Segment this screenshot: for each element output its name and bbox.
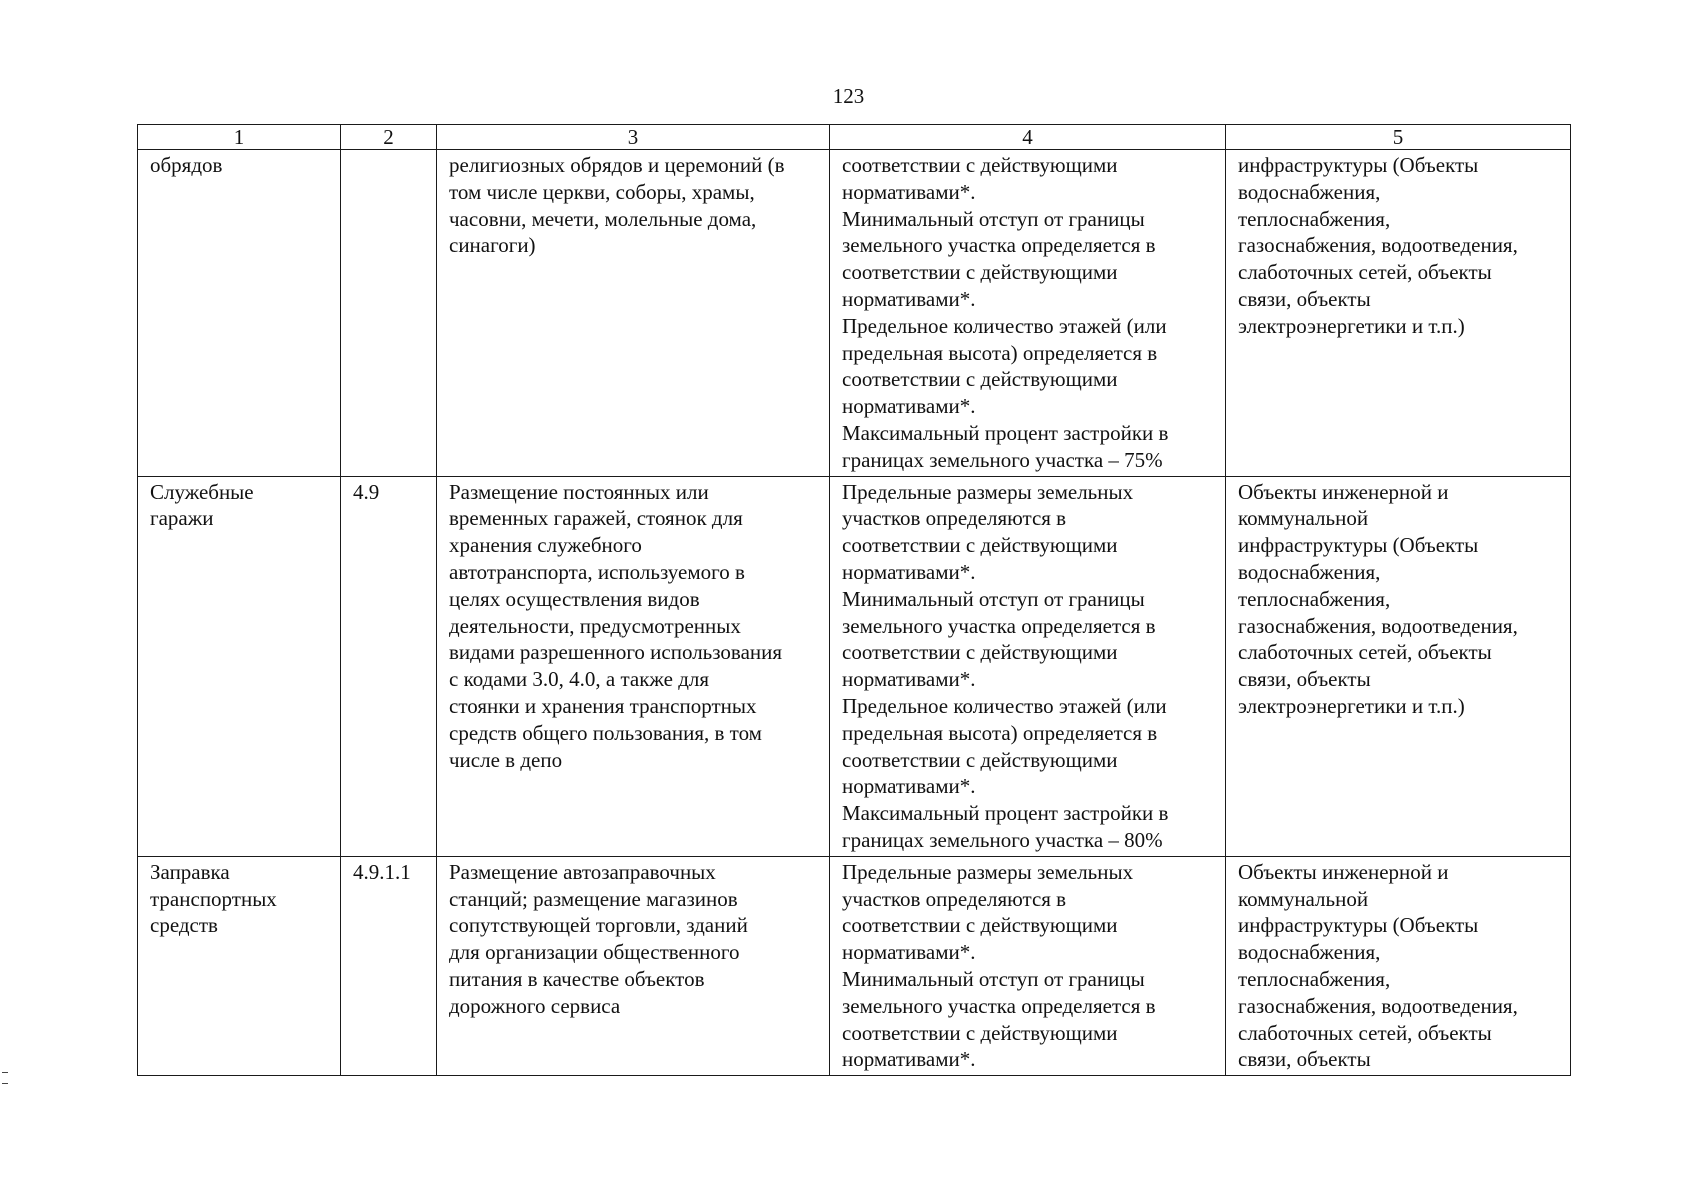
header-cell-1: 1 (138, 125, 341, 150)
table-row (138, 150, 1571, 477)
auxiliary-uses-cell (1226, 150, 1571, 477)
parameters-line: соответствии с действующими (842, 913, 1118, 938)
auxiliary-line: электроэнергетики и т.п.) (1238, 693, 1465, 718)
auxiliary-line: связи, объекты (1238, 1047, 1371, 1072)
auxiliary-line: водоснабжения, (1238, 940, 1381, 965)
parameters-line: соответствии с действующими (842, 640, 1118, 665)
parameters-line: соответствии с действующими (842, 153, 1118, 177)
use-name-cell (138, 856, 341, 1075)
auxiliary-line: газоснабжения, водоотведения, (1238, 993, 1518, 1018)
auxiliary-line: газоснабжения, водоотведения, (1238, 613, 1518, 638)
parameters-line: нормативами*. (842, 1047, 976, 1072)
description-line: временных гаражей, стоянок для (449, 506, 743, 531)
parameters-line: границах земельного участка – 80% (842, 827, 1163, 852)
description-line: том числе церкви, соборы, храмы, (449, 179, 755, 204)
description-line: религиозных обрядов и церемоний (в (449, 153, 785, 177)
use-name-line: гаражи (150, 506, 214, 531)
parameters-line: Минимальный отступ от границы (842, 206, 1145, 231)
parameters-line: земельного участка определяется в (842, 233, 1156, 258)
parameters-cell (830, 150, 1226, 477)
parameters-line: предельная высота) определяется в (842, 340, 1158, 365)
description-line: хранения служебного (449, 533, 642, 558)
use-name-line: средств (150, 913, 218, 938)
description-line: часовни, мечети, молельные дома, (449, 206, 757, 231)
parameters-line: участков определяются в (842, 506, 1067, 531)
parameters-line: нормативами*. (842, 559, 976, 584)
parameters-line: Предельные размеры земельных (842, 479, 1134, 504)
parameters-line: нормативами*. (842, 940, 976, 965)
parameters-line: соответствии с действующими (842, 1020, 1118, 1045)
header-cell-4: 4 (830, 125, 1226, 150)
auxiliary-line: слаботочных сетей, объекты (1238, 1020, 1492, 1045)
parameters-line: соответствии с действующими (842, 260, 1118, 285)
description-line: деятельности, предусмотренных (449, 613, 741, 638)
auxiliary-line: теплоснабжения, (1238, 966, 1391, 991)
auxiliary-line: электроэнергетики и т.п.) (1238, 313, 1465, 338)
use-name-line: транспортных (150, 886, 277, 911)
scan-margin-mark (2, 1072, 8, 1084)
parameters-line: нормативами*. (842, 774, 976, 799)
auxiliary-line: коммунальной (1238, 886, 1369, 911)
parameters-line: Предельное количество этажей (или (842, 313, 1167, 338)
auxiliary-line: водоснабжения, (1238, 559, 1381, 584)
description-line: стоянки и хранения транспортных (449, 693, 757, 718)
parameters-line: Предельные размеры земельных (842, 859, 1134, 884)
use-name-line: Заправка (150, 859, 230, 884)
parameters-line: Предельное количество этажей (или (842, 693, 1167, 718)
parameters-line: нормативами*. (842, 286, 976, 311)
use-name-line: обрядов (150, 153, 223, 177)
auxiliary-line: слаботочных сетей, объекты (1238, 640, 1492, 665)
land-use-table (137, 124, 1571, 1076)
description-line: средств общего пользования, в том (449, 720, 762, 745)
header-cell-5: 5 (1226, 125, 1571, 150)
description-line: дорожного сервиса (449, 993, 621, 1018)
parameters-line: Минимальный отступ от границы (842, 586, 1145, 611)
use-name-line: Служебные (150, 479, 254, 504)
parameters-line: участков определяются в (842, 886, 1067, 911)
page-number: 123 (832, 84, 865, 108)
parameters-line: земельного участка определяется в (842, 993, 1156, 1018)
description-line: Размещение автозаправочных (449, 859, 716, 884)
auxiliary-line: теплоснабжения, (1238, 586, 1391, 611)
auxiliary-line: связи, объекты (1238, 667, 1371, 692)
description-line: целях осуществления видов (449, 586, 700, 611)
parameters-line: соответствии с действующими (842, 533, 1118, 558)
auxiliary-line: водоснабжения, (1238, 179, 1381, 204)
parameters-line: границах земельного участка – 75% (842, 447, 1163, 472)
use-code-cell (341, 150, 437, 477)
use-name-cell (138, 476, 341, 856)
description-line: числе в депо (449, 747, 563, 772)
parameters-line: Минимальный отступ от границы (842, 966, 1145, 991)
parameters-line: Максимальный процент застройки в (842, 801, 1169, 826)
use-description-cell (437, 476, 830, 856)
auxiliary-line: теплоснабжения, (1238, 206, 1391, 231)
use-description-cell (437, 856, 830, 1075)
parameters-line: нормативами*. (842, 394, 976, 419)
auxiliary-line: коммунальной (1238, 506, 1369, 531)
parameters-cell (830, 476, 1226, 856)
description-line: видами разрешенного использования (449, 640, 783, 665)
auxiliary-uses-cell (1226, 476, 1571, 856)
table-row (138, 856, 1571, 1075)
auxiliary-line: инфраструктуры (Объекты (1238, 533, 1479, 558)
table-row (138, 476, 1571, 856)
header-cell-3: 3 (437, 125, 830, 150)
description-line: сопутствующей торговли, зданий (449, 913, 748, 938)
auxiliary-line: связи, объекты (1238, 286, 1371, 311)
parameters-line: соответствии с действующими (842, 747, 1118, 772)
description-line: с кодами 3.0, 4.0, а также для (449, 667, 710, 692)
description-line: питания в качестве объектов (449, 966, 705, 991)
parameters-cell (830, 856, 1226, 1075)
parameters-line: предельная высота) определяется в (842, 720, 1158, 745)
auxiliary-line: инфраструктуры (Объекты (1238, 913, 1479, 938)
parameters-line: нормативами*. (842, 667, 976, 692)
use-description-cell (437, 150, 830, 477)
auxiliary-line: Объекты инженерной и (1238, 859, 1449, 884)
auxiliary-line: инфраструктуры (Объекты (1238, 153, 1479, 177)
use-name-cell (138, 150, 341, 477)
description-line: автотранспорта, используемого в (449, 559, 745, 584)
parameters-line: соответствии с действующими (842, 367, 1118, 392)
parameters-line: земельного участка определяется в (842, 613, 1156, 638)
auxiliary-line: слаботочных сетей, объекты (1238, 260, 1492, 285)
auxiliary-line: Объекты инженерной и (1238, 479, 1449, 504)
parameters-line: Максимальный процент застройки в (842, 420, 1169, 445)
use-code-cell: 4.9.1.1 (341, 856, 437, 1075)
header-row (138, 125, 1571, 150)
header-cell-2: 2 (341, 125, 437, 150)
use-code-cell: 4.9 (341, 476, 437, 856)
auxiliary-line: газоснабжения, водоотведения, (1238, 233, 1518, 258)
description-line: для организации общественного (449, 940, 740, 965)
description-line: синагоги) (449, 233, 536, 258)
parameters-line: нормативами*. (842, 179, 976, 204)
description-line: станций; размещение магазинов (449, 886, 738, 911)
auxiliary-uses-cell (1226, 856, 1571, 1075)
description-line: Размещение постоянных или (449, 479, 709, 504)
